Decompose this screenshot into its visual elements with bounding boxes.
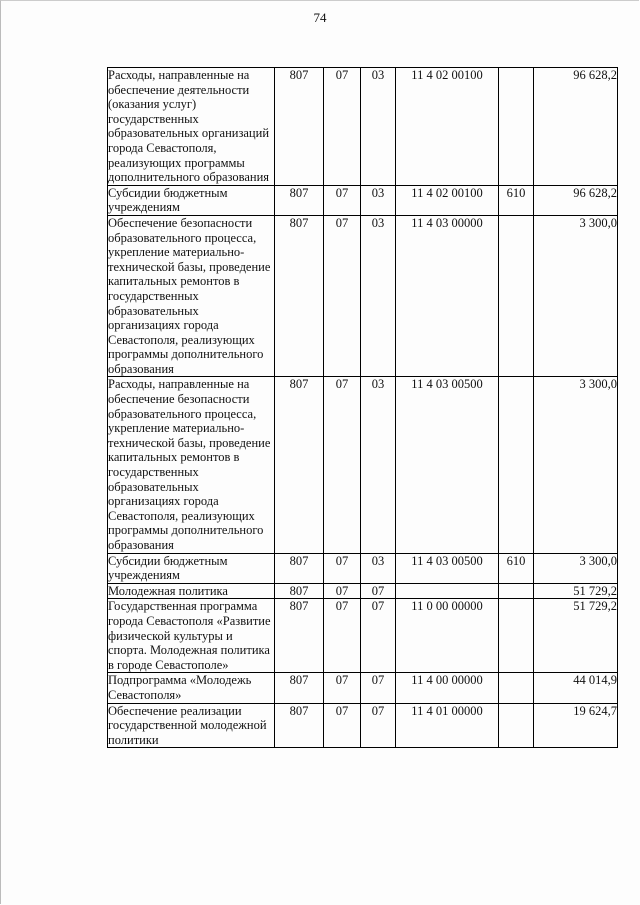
row-csr: 11 4 01 00000 (396, 703, 499, 748)
row-csr: 11 4 03 00500 (396, 377, 499, 553)
row-rz: 07 (324, 583, 361, 599)
row-vr: 610 (499, 185, 534, 215)
row-gr: 807 (275, 377, 324, 553)
row-sum: 19 624,7 (534, 703, 618, 748)
row-name: Субсидии бюджетным учреждениям (108, 185, 275, 215)
row-sum: 3 300,0 (534, 377, 618, 553)
row-pr: 07 (361, 583, 396, 599)
row-rz: 07 (324, 673, 361, 703)
row-pr: 03 (361, 553, 396, 583)
row-csr: 11 4 03 00000 (396, 215, 499, 377)
row-gr: 807 (275, 673, 324, 703)
row-csr: 11 4 02 00100 (396, 185, 499, 215)
table-row (108, 185, 618, 215)
row-sum: 3 300,0 (534, 553, 618, 583)
row-csr (396, 583, 499, 599)
row-vr (499, 673, 534, 703)
row-csr: 11 4 02 00100 (396, 68, 499, 186)
row-sum: 51 729,2 (534, 599, 618, 673)
row-vr (499, 68, 534, 186)
table-row (108, 703, 618, 748)
row-sum: 96 628,2 (534, 68, 618, 186)
row-sum: 96 628,2 (534, 185, 618, 215)
row-vr (499, 377, 534, 553)
row-vr (499, 215, 534, 377)
row-pr: 07 (361, 673, 396, 703)
row-rz: 07 (324, 185, 361, 215)
row-csr: 11 0 00 00000 (396, 599, 499, 673)
row-gr: 807 (275, 553, 324, 583)
row-name: Расходы, направленные на обеспечение безопасности образовательного процесса, укрепление материально-технической базы, проведение капитальных ремонтов в государственных образовательных организациях города Севастополя, реализующих программы дополнительного образования (108, 377, 275, 553)
row-rz: 07 (324, 703, 361, 748)
budget-table-body (108, 68, 618, 748)
table-row (108, 553, 618, 583)
row-sum: 51 729,2 (534, 583, 618, 599)
table-row (108, 673, 618, 703)
page-number: 74 (313, 10, 327, 25)
row-sum: 3 300,0 (534, 215, 618, 377)
budget-table (107, 67, 618, 748)
row-pr: 03 (361, 185, 396, 215)
row-gr: 807 (275, 68, 324, 186)
row-gr: 807 (275, 215, 324, 377)
row-gr: 807 (275, 185, 324, 215)
row-rz: 07 (324, 215, 361, 377)
table-row (108, 599, 618, 673)
table-row (108, 68, 618, 186)
row-csr: 11 4 00 00000 (396, 673, 499, 703)
row-pr: 07 (361, 599, 396, 673)
row-gr: 807 (275, 583, 324, 599)
row-pr: 03 (361, 215, 396, 377)
row-gr: 807 (275, 599, 324, 673)
row-name: Субсидии бюджетным учреждениям (108, 553, 275, 583)
row-pr: 03 (361, 377, 396, 553)
row-vr (499, 703, 534, 748)
table-row (108, 583, 618, 599)
row-name: Молодежная политика (108, 583, 275, 599)
row-pr: 03 (361, 68, 396, 186)
row-name: Подпрограмма «Молодежь Севастополя» (108, 673, 275, 703)
row-sum: 44 014,9 (534, 673, 618, 703)
row-pr: 07 (361, 703, 396, 748)
table-row (108, 215, 618, 377)
row-vr (499, 583, 534, 599)
row-rz: 07 (324, 599, 361, 673)
row-vr: 610 (499, 553, 534, 583)
row-gr: 807 (275, 703, 324, 748)
row-name: Обеспечение реализации государственной молодежной политики (108, 703, 275, 748)
row-name: Обеспечение безопасности образовательного процесса, укрепление материально-технической базы, проведение капитальных ремонтов в государственных образовательных организациях города Севастополя, реализующих программы дополнительного образования (108, 215, 275, 377)
row-name: Расходы, направленные на обеспечение деятельности (оказания услуг) государственных образовательных организаций города Севастополя, реализующих программы дополнительного образования (108, 68, 275, 186)
row-rz: 07 (324, 68, 361, 186)
row-rz: 07 (324, 377, 361, 553)
table-row (108, 377, 618, 553)
row-name: Государственная программа города Севастополя «Развитие физической культуры и спорта. Молодежная политика в городе Севастополе» (108, 599, 275, 673)
row-vr (499, 599, 534, 673)
row-csr: 11 4 03 00500 (396, 553, 499, 583)
row-rz: 07 (324, 553, 361, 583)
